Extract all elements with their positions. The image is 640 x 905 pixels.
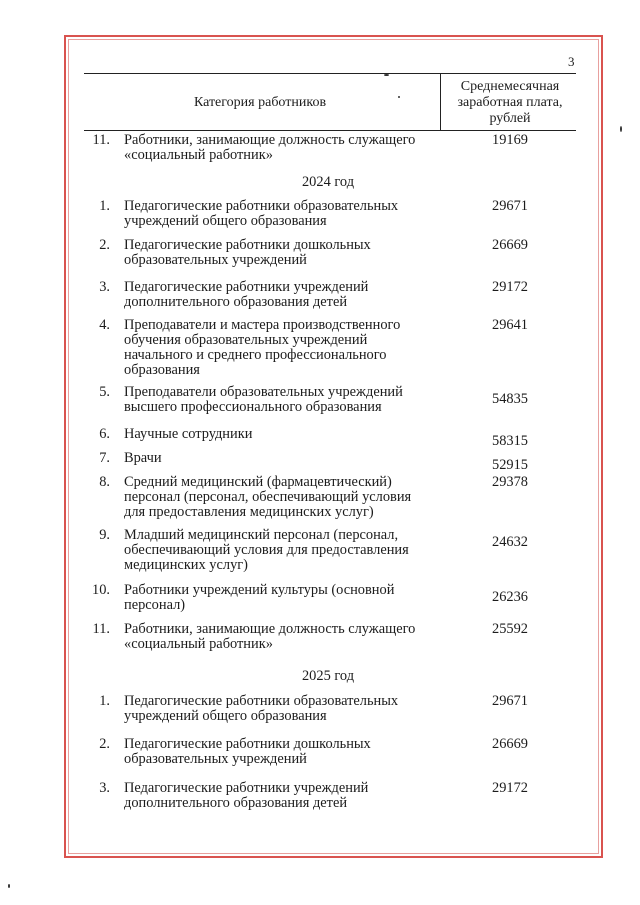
scan-speck <box>620 126 622 132</box>
row-category-line: Преподаватели образовательных учреждений <box>124 384 403 400</box>
header-bottom-rule <box>84 130 576 131</box>
row-category <box>124 280 444 310</box>
header-category: Категория работников <box>193 95 327 110</box>
row-category-line: Педагогические работники дошкольных <box>124 736 371 752</box>
row-number: 11. <box>92 621 110 637</box>
row-category-line: «социальный работник» <box>124 636 273 652</box>
row-category-line: высшего профессионального образования <box>124 399 382 415</box>
row-number: 6. <box>99 426 110 442</box>
row-number: 7. <box>99 450 110 466</box>
row-number: 2. <box>99 736 110 752</box>
row-number: 4. <box>99 317 110 333</box>
header-salary-line: Среднемесячная <box>460 79 560 94</box>
row-number: 2. <box>99 237 110 253</box>
row-value: 26669 <box>492 237 528 253</box>
row-value: 29671 <box>492 693 528 709</box>
row-number: 3. <box>99 780 110 796</box>
year-heading-2025 <box>0 668 640 685</box>
row-category-line: образования <box>124 362 200 378</box>
row-value: 19169 <box>492 132 528 148</box>
row-number: 10. <box>92 582 110 598</box>
row-category <box>124 238 444 268</box>
row-category-line: Преподаватели и мастера производственного <box>124 317 401 333</box>
row-category <box>124 694 444 724</box>
row-category-line: Педагогические работники дошкольных <box>124 237 371 253</box>
row-category-line: Педагогические работники образовательных <box>124 693 399 709</box>
row-category-line: образовательных учреждений <box>124 252 307 268</box>
row-category-line: дополнительного образования детей <box>124 795 348 811</box>
row-number: 1. <box>99 693 110 709</box>
row-category <box>124 528 444 573</box>
row-value: 24632 <box>492 534 528 550</box>
row-category-line: Педагогические работники образовательных <box>124 198 399 214</box>
row-category <box>124 475 444 520</box>
scan-speck <box>384 74 389 76</box>
row-category-line: Младший медицинский персонал (персонал, <box>124 527 399 543</box>
row-category-line: Средний медицинский (фармацевтический) <box>124 474 392 490</box>
row-category <box>124 451 444 466</box>
row-value: 29378 <box>492 474 528 490</box>
row-category-line: обеспечивающий условия для предоставления <box>124 542 409 558</box>
row-category-line: начального и среднего профессионального <box>124 347 387 363</box>
row-category <box>124 781 444 811</box>
row-category-line: дополнительного образования детей <box>124 294 348 310</box>
row-category-line: учреждений общего образования <box>124 213 327 229</box>
row-category-line: Работники учреждений культуры (основной <box>124 582 395 598</box>
row-category <box>124 427 444 442</box>
row-value: 25592 <box>492 621 528 637</box>
row-category-line: Педагогические работники учреждений <box>124 279 369 295</box>
row-value: 26236 <box>492 589 528 605</box>
row-value: 26669 <box>492 736 528 752</box>
row-category-line: для предоставления медицинских услуг) <box>124 504 374 520</box>
page-number: 3 <box>568 54 575 69</box>
row-category <box>124 318 444 378</box>
header-salary <box>444 79 576 127</box>
scan-speck <box>398 96 400 98</box>
row-category-line: Научные сотрудники <box>124 426 253 442</box>
year-heading-text: 2025 год <box>301 668 355 684</box>
row-category-line: персонал) <box>124 597 186 613</box>
row-number: 9. <box>99 527 110 543</box>
row-number: 5. <box>99 384 110 400</box>
row-number: 8. <box>99 474 110 490</box>
header-salary-line: рублей <box>489 111 531 126</box>
row-number: 1. <box>99 198 110 214</box>
row-value: 29671 <box>492 198 528 214</box>
row-category-line: Работники, занимающие должность служащего <box>124 132 416 148</box>
row-category <box>124 583 444 613</box>
row-value: 29172 <box>492 780 528 796</box>
table-top-rule <box>84 73 576 74</box>
row-value: 52915 <box>492 457 528 473</box>
row-category <box>124 622 444 652</box>
row-value: 58315 <box>492 433 528 449</box>
row-value: 29172 <box>492 279 528 295</box>
row-number: 11. <box>92 132 110 148</box>
row-category <box>124 737 444 767</box>
row-category <box>124 199 444 229</box>
row-category-line: Работники, занимающие должность служащего <box>124 621 416 637</box>
row-category-line: образовательных учреждений <box>124 751 307 767</box>
header-salary-line: заработная плата, <box>457 95 563 110</box>
row-number: 3. <box>99 279 110 295</box>
row-category <box>124 133 444 163</box>
row-category-line: обучения образовательных учреждений <box>124 332 368 348</box>
row-category-line: Врачи <box>124 450 162 466</box>
year-heading-2024 <box>0 174 640 191</box>
row-category-line: Педагогические работники учреждений <box>124 780 369 796</box>
scan-speck <box>8 884 10 888</box>
year-heading-text: 2024 год <box>301 174 355 190</box>
row-value: 54835 <box>492 391 528 407</box>
header-column-divider <box>440 73 441 130</box>
row-category-line: персонал (персонал, обеспечивающий условия <box>124 489 412 505</box>
row-category <box>124 385 444 415</box>
row-value: 29641 <box>492 317 528 333</box>
row-category-line: медицинских услуг) <box>124 557 248 573</box>
row-category-line: «социальный работник» <box>124 147 273 163</box>
row-category-line: учреждений общего образования <box>124 708 327 724</box>
